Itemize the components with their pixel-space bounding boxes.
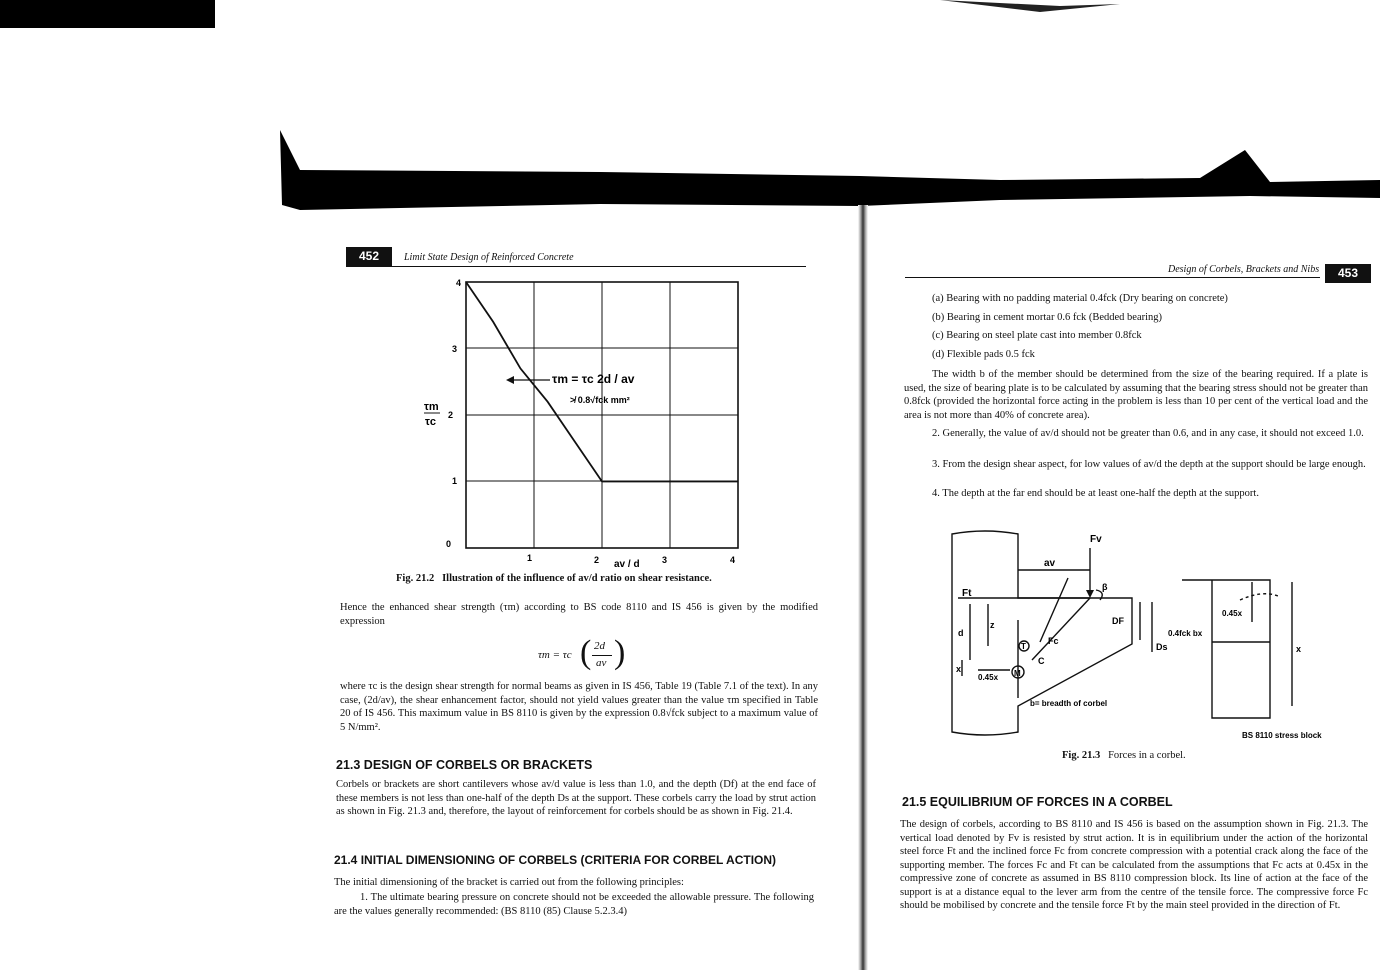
para-where: where τc is the design shear strength for normal beams as given in IS 456, Table 19 (Table 7.1 of the text). In any case, (2d/av), the shear enhancement factor, should not yield values greater than the value τm specified in Table 20 of IS 456. This maximum value in BS 8110 is given by the expression 0.8√fck subject to a maximum value of 5 N/mm². xyxy=(340,681,818,733)
left-page-number: 452 xyxy=(346,247,392,266)
label-beta: β xyxy=(1102,582,1108,592)
book-spine-shadow xyxy=(0,0,1380,230)
bearing-list xyxy=(932,292,1352,366)
label-045x-block: 0.45x xyxy=(1222,609,1243,618)
label-ft: Ft xyxy=(962,588,972,599)
fig-21-2-caption-number: Fig. 21.2 xyxy=(396,573,435,584)
y-tick-2: 2 xyxy=(448,410,454,420)
fig-21-2-caption xyxy=(396,573,816,584)
label-stress: 0.4fck bx xyxy=(1168,629,1203,638)
section-21-3-heading: 21.3 DESIGN OF CORBELS OR BRACKETS xyxy=(336,758,593,772)
label-t: T xyxy=(1021,642,1026,651)
equation-denominator: av xyxy=(596,657,607,669)
right-page-number: 453 xyxy=(1325,264,1371,283)
formula-line-1: τm = τc 2d / av xyxy=(552,372,635,386)
label-m: M xyxy=(1014,669,1021,678)
left-running-title: Limit State Design of Reinforced Concrete xyxy=(404,252,574,263)
corbel-drawing xyxy=(952,531,1292,735)
equation-fraction-bar xyxy=(592,655,612,656)
equation-block xyxy=(538,636,638,676)
equation-numerator: 2d xyxy=(594,640,605,652)
fig-21-3-caption-number: Fig. 21.3 xyxy=(1062,750,1101,761)
section-21-4-heading: 21.4 INITIAL DIMENSIONING OF CORBELS (CRITERIA FOR CORBEL ACTION) xyxy=(334,853,777,867)
strut-line xyxy=(1032,598,1090,660)
fig-21-3-caption xyxy=(1062,750,1186,761)
label-z: z xyxy=(990,620,995,630)
formula-arrowhead xyxy=(506,376,514,384)
fig-21-2-caption-text: Illustration of the influence of av/d ratio on shear resistance. xyxy=(442,573,712,584)
equation-paren-right: ) xyxy=(614,634,626,671)
label-x-block: x xyxy=(1296,644,1302,654)
label-breadth: b= breadth of corbel xyxy=(1030,699,1108,708)
x-tick-1: 1 xyxy=(527,553,533,563)
section-21-5-text: The design of corbels, according to BS 8110 and IS 456 is based on the assumption shown in Fig. 21.3. The vertical load denoted by Fv is resisted by strut action. It is in equilibrium under the action of the horizontal steel force Ft and the inclined force Fc from concrete compression with a potential crack along the face of the supporting member. The forces Fc and Ft can be calculated from the assumptions that Fc acts at 0.45x in the compressive zone of concrete as assumed in BS 8110 compression block. Its line of action at the face of the support is at a distance equal to the lever arm from the centre of the tensile force. The compressive force Fc should be mobilised by concrete and the tensile force Ft by the main steel provided in the direction of Ft. xyxy=(900,819,1368,911)
force-fc-arrow xyxy=(1040,578,1068,642)
page-gutter xyxy=(858,205,868,970)
label-fc: Fc xyxy=(1048,636,1059,646)
label-d: d xyxy=(958,628,964,638)
formula-line-2: ≯ 0.8√fck mm² xyxy=(570,395,630,405)
y-tick-4: 4 xyxy=(456,278,462,288)
y-tick-1: 1 xyxy=(452,476,458,486)
section-21-3-text: Corbels or brackets are short cantilevers whose av/d value is less than 1.0, and the depth (Df) at the end face of these members is not less than one-half of the depth Ds at the support. These corbels carry the load by strut action as shown in Fig. 21.3 and, therefore, the layout of reinforcement for corbels should be as shown in Fig. 21.4. xyxy=(336,779,816,817)
figure-21-3 xyxy=(940,520,1340,755)
label-045x: 0.45x xyxy=(978,673,999,682)
bearing-item-d: (d) Flexible pads 0.5 fck xyxy=(932,348,1035,360)
label-c: C xyxy=(1038,656,1045,666)
para-width: The width b of the member should be determined from the size of the bearing required. If a plate is used, the size of bearing plate is to be calculated by assuming that the bearing stress should not be greater than 0.8fck (provided the horizontal force acting in the problem is less than 10 per cent of the vertical load and the area is not more than 40% of concrete area). xyxy=(904,369,1368,421)
figure-21-2 xyxy=(400,270,800,570)
fig-21-3-caption-text: Forces in a corbel. xyxy=(1108,750,1186,761)
section-21-5-heading: 21.5 EQUILIBRIUM OF FORCES IN A CORBEL xyxy=(902,795,1173,809)
label-fv: Fv xyxy=(1090,534,1102,545)
right-running-title: Design of Corbels, Brackets and Nibs xyxy=(1168,264,1320,275)
x-tick-3: 3 xyxy=(662,555,668,565)
label-av: av xyxy=(1044,558,1056,569)
para-enhanced: Hence the enhanced shear strength (τm) according to BS code 8110 and IS 456 is given by the modified expression xyxy=(340,602,818,627)
y-axis-label-bottom: τc xyxy=(425,416,437,428)
chart-grid xyxy=(466,282,738,548)
bearing-item-a: (a) Bearing with no padding material 0.4fck (Dry bearing on concrete) xyxy=(932,293,1228,304)
label-df: DF xyxy=(1112,616,1124,626)
label-x: x xyxy=(956,664,962,674)
label-stress-block: BS 8110 stress block xyxy=(1242,731,1322,740)
para-4: 4. The depth at the far end should be at least one-half the depth at the support. xyxy=(932,488,1259,499)
equation-lhs: τm = τc xyxy=(538,649,572,661)
bearing-item-b: (b) Bearing in cement mortar 0.6 fck (Bedded bearing) xyxy=(932,311,1163,323)
label-ds: Ds xyxy=(1156,642,1168,652)
y-tick-0: 0 xyxy=(446,539,452,549)
y-axis-label-top: τm xyxy=(424,401,439,413)
x-tick-4: 4 xyxy=(730,555,736,565)
section-21-4-text-2: 1. The ultimate bearing pressure on concrete should not be exceeded the allowable pressure. The following are the values generally recommended: (BS 8110 (85) Clause 5.2.3.4) xyxy=(334,892,814,917)
fv-arrowhead xyxy=(1086,590,1094,598)
x-axis-label: av / d xyxy=(614,559,640,570)
bearing-item-c: (c) Bearing on steel plate cast into member 0.8fck xyxy=(932,330,1142,341)
right-header-rule xyxy=(905,277,1320,278)
stress-block-dashed-curve xyxy=(1240,594,1278,600)
y-tick-3: 3 xyxy=(452,344,458,354)
stress-block-outline xyxy=(1212,580,1270,718)
left-header-rule xyxy=(346,266,806,267)
para-2: 2. Generally, the value of av/d should not be greater than 0.6, and in any case, it should not exceed 1.0. xyxy=(932,428,1364,439)
equation-paren-left: ( xyxy=(580,634,592,671)
section-21-4-text-1: The initial dimensioning of the bracket is carried out from the following principles: xyxy=(334,877,684,888)
para-3: 3. From the design shear aspect, for low values of av/d the depth at the support should be large enough. xyxy=(932,459,1366,470)
x-tick-2: 2 xyxy=(594,555,600,565)
